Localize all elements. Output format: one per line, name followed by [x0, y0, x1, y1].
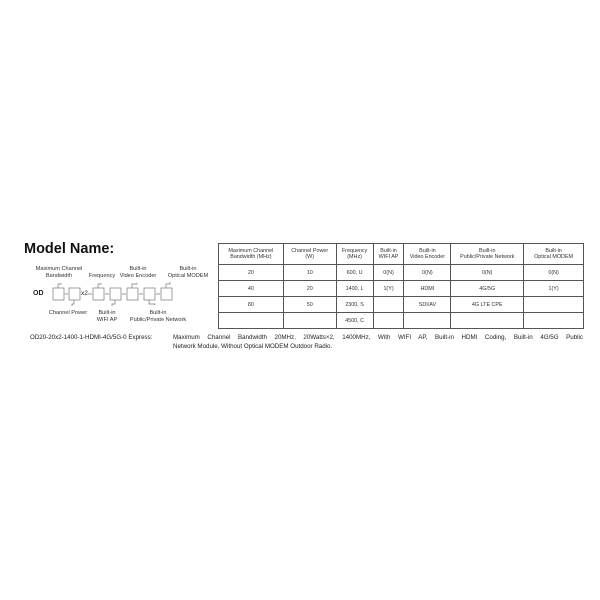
label-network: Built-in Public/Private Network: [129, 310, 187, 323]
label-wifi-ap: Built-in WIFI AP: [96, 310, 118, 323]
table-header-row: [219, 244, 584, 265]
table-row: [219, 313, 584, 329]
table-cell: 4500, C: [336, 313, 373, 329]
column-header: Channel Power (W): [283, 244, 336, 265]
model-options-table: [218, 243, 584, 329]
table-cell: 1(Y): [524, 281, 584, 297]
example-description: Maximum Channel Bandwidth 20MHz, 20Watts×2, 1400MHz, With WIFI AP, Built-in HDMI Coding, Built-in 4G/5G Public Network Module, Without Optical MODEM Outdoor Radio.: [173, 334, 583, 350]
table-cell: [404, 313, 451, 329]
table-cell: 2300, S: [336, 297, 373, 313]
table-cell: [451, 313, 524, 329]
multiplier: x2: [81, 290, 88, 297]
column-header: Built-in WIFI AP: [373, 244, 404, 265]
table-cell: 80: [219, 297, 284, 313]
label-frequency: Frequency: [88, 273, 116, 279]
table-cell: [283, 313, 336, 329]
code-box-power: [69, 288, 80, 300]
table-cell: [219, 313, 284, 329]
table-cell: 4G LTE CPE: [451, 297, 524, 313]
prefix-od: OD: [33, 290, 44, 297]
table-row: [219, 281, 584, 297]
label-channel-power: Channel Power: [48, 310, 88, 316]
table-row: [219, 265, 584, 281]
table-cell: 40: [219, 281, 284, 297]
table-cell: 50: [283, 297, 336, 313]
table-cell: 20: [283, 281, 336, 297]
column-header: Maximum Channel Bandwidth (MHz): [219, 244, 284, 265]
code-box-frequency: [93, 288, 104, 300]
table-cell: SDI/AV: [404, 297, 451, 313]
table-cell: [524, 313, 584, 329]
model-name-title: Model Name:: [24, 241, 115, 257]
table-cell: 600, U: [336, 265, 373, 281]
code-box-video: [127, 288, 138, 300]
code-box-bandwidth: [53, 288, 64, 300]
table-cell: [524, 297, 584, 313]
table-cell: 20: [219, 265, 284, 281]
table-cell: 0(N): [373, 265, 404, 281]
code-box-network: [144, 288, 155, 300]
table-row: [219, 297, 584, 313]
table-cell: [373, 297, 404, 313]
table-cell: 0(N): [404, 265, 451, 281]
table-cell: HDMI: [404, 281, 451, 297]
table-cell: 10: [283, 265, 336, 281]
table-cell: 1400, L: [336, 281, 373, 297]
table-cell: 0(N): [524, 265, 584, 281]
table-cell: [373, 313, 404, 329]
column-header: Built-in Public/Private Network: [451, 244, 524, 265]
code-box-modem: [161, 288, 172, 300]
table-cell: 0(N): [451, 265, 524, 281]
column-header: Frequency (MHz): [336, 244, 373, 265]
label-video-encoder: Built-in Video Encoder: [119, 266, 157, 279]
label-max-bandwidth: Maximum Channel Bandwidth: [35, 266, 83, 279]
table-cell: 4G/5G: [451, 281, 524, 297]
column-header: Built-in Optical MODEM: [524, 244, 584, 265]
column-header: Built-in Video Encoder: [404, 244, 451, 265]
example-model-code: OD20-20x2-1400-1-HDMI-4G/5G-0 Express:: [30, 334, 153, 341]
label-optical-modem: Built-in Optical MODEM: [167, 266, 209, 279]
table-cell: 1(Y): [373, 281, 404, 297]
code-box-wifi: [110, 288, 121, 300]
